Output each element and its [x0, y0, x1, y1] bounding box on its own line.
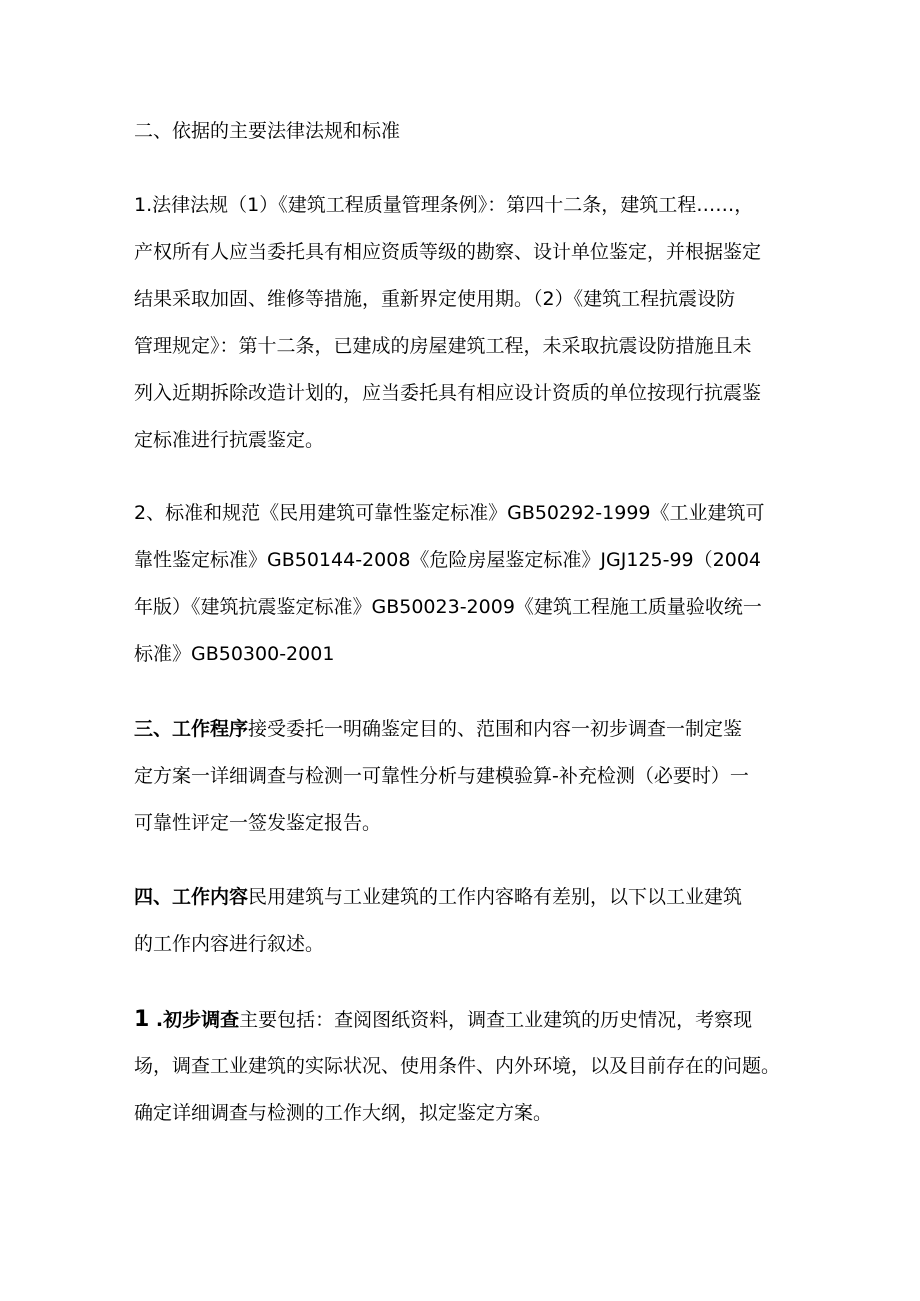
paragraph-laws — [134, 182, 794, 464]
text-run: 接受委托一明确鉴定目的、范围和内容一初步调查一制定鉴 — [248, 718, 743, 740]
text-line: 结果采取加固、维修等措施，重新界定使用期。（2）《建筑工程抗震设防 — [134, 288, 736, 310]
text-line — [134, 996, 794, 1043]
text-line: 标准》GB50300-2001 — [134, 643, 335, 665]
item-title: .初步调查 — [149, 1009, 240, 1031]
text-run: 民用建筑与工业建筑的工作内容略有差别，以下以工业建筑 — [248, 886, 743, 908]
paragraph-work-procedure — [134, 706, 794, 847]
paragraph-work-content — [134, 874, 794, 968]
item-number: 1 — [134, 1007, 150, 1032]
text-line: 1.法律法规（1）《建筑工程质量管理条例》：第四十二条，建筑工程……， — [134, 194, 754, 216]
text-line: 2、标准和规范《民用建筑可靠性鉴定标准》GB50292-1999《工业建筑可 — [134, 502, 765, 524]
heading-text: 二、依据的主要法律法规和标准 — [134, 120, 401, 142]
text-line: 确定详细调查与检测的工作大纲，拟定鉴定方案。 — [134, 1102, 553, 1124]
text-line: 场，调查工业建筑的实际状况、使用条件、内外环境，以及目前存在的问题。 — [134, 1055, 781, 1077]
text-line — [134, 706, 794, 753]
text-line: 的工作内容进行叙述。 — [134, 933, 325, 955]
text-line — [134, 874, 794, 921]
text-line: 管理规定》：第十二条，已建成的房屋建筑工程，未采取抗震设防措施且未 — [134, 335, 752, 357]
text-line: 产权所有人应当委托具有相应资质等级的勘察、设计单位鉴定，并根据鉴定 — [134, 241, 762, 263]
text-line: 年版）《建筑抗震鉴定标准》GB50023-2009《建筑工程施工质量验收统一 — [134, 596, 762, 618]
section-title-content: 四、工作内容 — [134, 886, 249, 908]
paragraph-preliminary-survey — [134, 996, 794, 1137]
paragraph-standards — [134, 490, 794, 678]
section-heading-basis — [134, 108, 794, 155]
text-line: 定方案一详细调查与检测一可靠性分析与建模验算-补充检测（必要时）一 — [134, 765, 749, 787]
text-line: 列入近期拆除改造计划的，应当委托具有相应设计资质的单位按现行抗震鉴 — [134, 382, 762, 404]
text-line: 定标准进行抗震鉴定。 — [134, 429, 325, 451]
section-title-procedure: 三、工作程序 — [134, 718, 249, 740]
text-line: 靠性鉴定标准》GB50144-2008《危险房屋鉴定标准》JGJ125-99（2004 — [134, 549, 761, 571]
text-run: 主要包括：查阅图纸资料，调查工业建筑的历史情况，考察现 — [239, 1009, 753, 1031]
text-line: 可靠性评定一签发鉴定报告。 — [134, 812, 382, 834]
